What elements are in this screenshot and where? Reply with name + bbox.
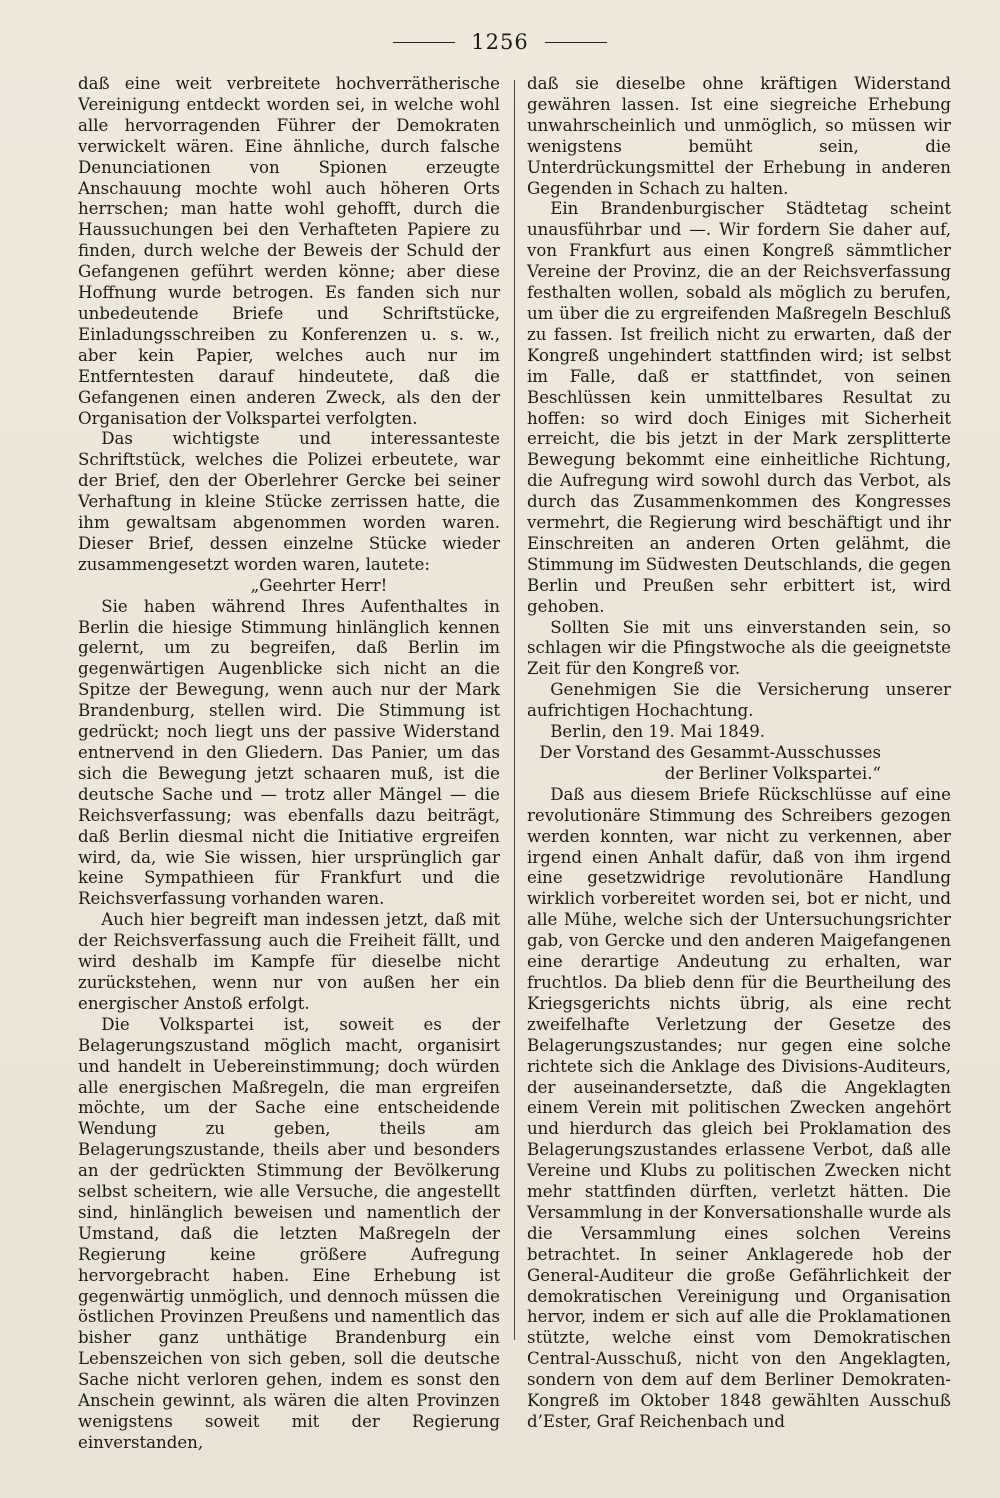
- header-rule-left: [393, 42, 455, 43]
- paragraph: Sollten Sie mit uns einverstanden sein, so schlagen wir die Pfingstwoche als die geeignetste Zeit für den Kongreß vor.: [527, 617, 951, 679]
- right-column: [515, 74, 951, 1472]
- paragraph: daß eine weit verbreitete hochverrätherische Vereinigung entdeckt worden sei, in welche wohl alle hervorragenden Führer der Demokraten verwickelt wären. Eine ähnliche, durch falsche Denunciationen von Spionen erzeugte Anschauung mochte wohl auch höheren Orts herrschen; man hatte wohl gehofft, durch die Haussuchungen bei den Verhafteten Papiere zu finden, durch welche der Beweis der Schuld der Gefangenen geführt werden könne; aber diese Hoffnung wurde betrogen. Es fanden sich nur unbedeutende Briefe und Schriftstücke, Einladungsschreiben zu Konferenzen u. s. w., aber kein Papier, welches auch nur im Entferntesten darauf hindeutete, daß die Gefangenen einen anderen Zweck, als den der Organisation der Volkspartei verfolgten.: [78, 74, 500, 428]
- paragraph: daß sie dieselbe ohne kräftigen Widerstand gewähren lassen. Ist eine siegreiche Erhebung unwahrscheinlich und unmöglich, so müssen wir wenigstens bemüht sein, die Unterdrückungsmittel der Erhebung in anderen Gegenden in Schach zu halten.: [527, 74, 951, 198]
- text-columns: [78, 74, 964, 1472]
- letter-signature: Der Vorstand des Gesammt-Ausschusses der Berliner Volkspartei.“: [539, 743, 881, 783]
- page-number: 1256: [471, 30, 529, 54]
- paragraph: Sie haben während Ihres Aufenthaltes in Berlin die hiesige Stimmung hinlänglich kennen gelernt, um zu begreifen, daß Berlin im gegenwärtigen Augenblicke sich nicht an die Spitze der Bewegung, wenn auch nur der Mark Brandenburg, stellen wird. Die Stimmung ist gedrückt; noch liegt uns der passive Widerstand entnervend in den Gliedern. Das Panier, um das sich die Bewegung jetzt schaaren muß, ist die deutsche Sache und — trotz aller Mängel — die Reichsverfassung; was ebenfalls dazu beiträgt, daß Berlin diesmal nicht die Initiative ergreifen wird, da, wie Sie wissen, hier ursprünglich gar keine Sympathieen für Frankfurt und die Reichsverfassung vorhanden waren.: [78, 596, 500, 909]
- paragraph: Auch hier begreift man indessen jetzt, daß mit der Reichsverfassung auch die Freiheit fällt, und wird deshalb im Kampfe für dieselbe nicht zurückstehen, wenn nur von außen her ein energischer Anstoß erfolgt.: [78, 910, 500, 1013]
- header-rule-right: [545, 42, 607, 43]
- letter-date: Berlin, den 19. Mai 1849.: [550, 722, 766, 742]
- left-column: [78, 74, 514, 1472]
- paragraph: Daß aus diesem Briefe Rückschlüsse auf eine revolutionäre Stimmung des Schreibers gezogen werden konnten, war nicht zu verkennen, aber irgend einen Anhalt dafür, daß von ihm irgend eine gesetzwidrige revolutionäre Handlung wirklich vorbereitet worden sei, bot er nicht, und alle Mühe, welche sich der Untersuchungsrichter gab, von Gercke und den anderen Maigefangenen eine derartige Andeutung zu erhalten, war fruchtlos. Da blieb denn für die Beurtheilung des Kriegsgerichts nichts übrig, als eine recht zweifelhafte Verletzung der Gesetze des Belagerungszustandes; nur gegen eine solche richtete sich die Anklage des Divisions-Auditeurs, der auseinandersetzte, daß die Angeklagten einem Verein mit politischen Zwecken angehört und hierdurch das gleich bei Proklamation des Belagerungszustandes erlassene Verbot, daß alle Vereine und Klubs zu politischen Zwecken nicht mehr stattfinden dürften, verletzt hätten. Die Versammlung in der Konversationshalle wurde als die Versammlung eines solchen Vereins betrachtet. In seiner Anklagerede hob der General-Auditeur die große Gefährlichkeit der demokratischen Vereinigung und Organisation hervor, indem er sich auf alle die Proklamationen stützte, welche einst vom Demokratischen Central-Ausschuß, nicht von den Angeklagten, sondern von dem auf dem Berliner Demokraten-Kongreß im Oktober 1848 gewählten Ausschuß d’Ester, Graf Reichenbach und: [527, 784, 951, 1431]
- letter-salutation: „Geehrter Herr!: [250, 575, 388, 595]
- paragraph: Ein Brandenburgischer Städtetag scheint unausführbar und —. Wir fordern Sie daher auf, von Frankfurt aus einen Kongreß sämmtlicher Vereine der Provinz, die an der Reichsverfassung festhalten wollen, sobald als möglich zu berufen, um über die zu ergreifenden Maßregeln Beschluß zu fassen. Ist freilich nicht zu erwarten, daß der Kongreß ungehindert stattfinden wird; ist selbst im Falle, daß er stattfindet, von seinen Beschlüssen kein unmittelbares Resultat zu hoffen: so wird doch Einiges mit Sicherheit erreicht, die bis jetzt in der Mark zersplitterte Bewegung bekommt eine einheitliche Richtung, die Aufregung wird sowohl durch das Verbot, als durch das Zusammenkommen des Kongresses vermehrt, die Regierung wird beschäftigt und ihr Einschreiten an anderen Orten gelähmt, die Stimmung im Südwesten Deutschlands, die gegen Berlin und Preußen sehr erbittert ist, wird gehoben.: [527, 199, 951, 616]
- paragraph: Genehmigen Sie die Versicherung unserer aufrichtigen Hochachtung.: [527, 680, 951, 721]
- page-header: [0, 30, 1000, 54]
- paragraph: Das wichtigste und interessanteste Schriftstück, welches die Polizei erbeutete, war der Brief, den der Oberlehrer Gercke bei seiner Verhaftung in kleine Stücke zerrissen hatte, die ihm gewaltsam abgenommen worden waren. Dieser Brief, dessen einzelne Stücke wieder zusammengesetzt worden waren, lautete:: [78, 429, 500, 574]
- paragraph: Die Volkspartei ist, soweit es der Belagerungszustand möglich macht, organisirt und handelt in Uebereinstimmung; doch würden alle energischen Maßregeln, die man ergreifen möchte, um der Sache eine entscheidende Wendung zu geben, theils am Belagerungszustande, theils aber und besonders an der gedrückten Stimmung der Bevölkerung selbst scheitern, wie alle Versuche, die angestellt sind, hinlänglich beweisen und namentlich der Umstand, daß die letzten Maßregeln der Regierung keine größere Aufregung hervorgebracht haben. Eine Erhebung ist gegenwärtig unmöglich, und dennoch müssen die östlichen Provinzen Preußens und namentlich das bisher ganz unthätige Brandenburg ein Lebenszeichen von sich geben, soll die deutsche Sache nicht verloren gehen, indem es sonst den Anschein gewinnt, als wären die alten Provinzen wenigstens soweit mit der Regierung einverstanden,: [78, 1014, 500, 1452]
